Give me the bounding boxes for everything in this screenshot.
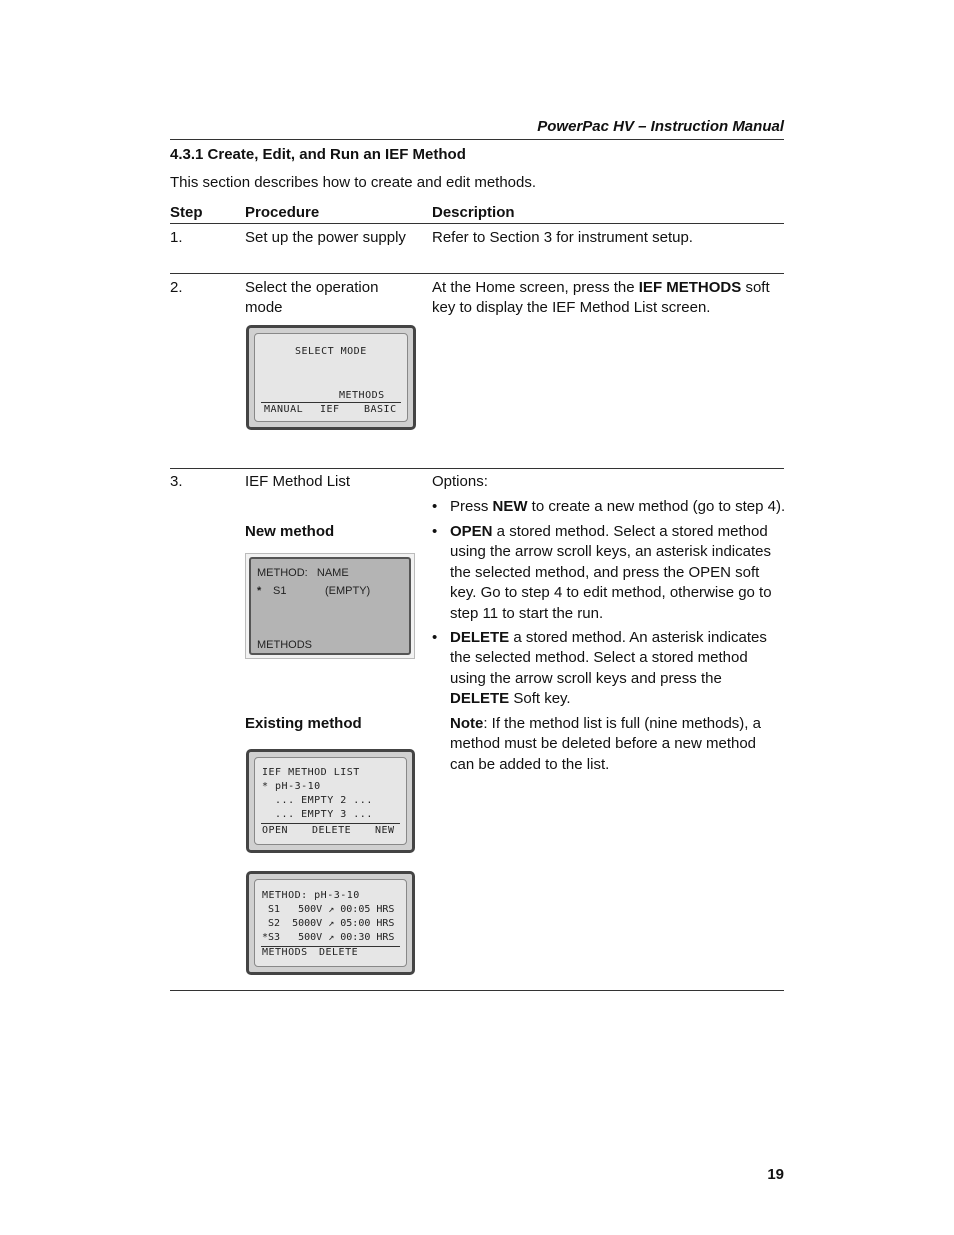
bullet-marker: • xyxy=(432,498,438,515)
row1-description: Refer to Section 3 for instrument setup. xyxy=(432,229,693,246)
softkey-new: NEW xyxy=(375,825,395,836)
row3-procedure: IEF Method List xyxy=(245,473,351,490)
lcd-methods-footer: METHODS xyxy=(257,639,312,651)
row1-step: 1. xyxy=(170,229,183,246)
section-intro: This section describes how to create and edit methods. xyxy=(170,174,537,191)
lcd-divider xyxy=(261,823,400,824)
method-detail-screen xyxy=(246,871,415,975)
new-method-label: New method xyxy=(245,523,335,540)
row2-rule xyxy=(170,468,784,469)
lcd-divider xyxy=(261,402,401,403)
row3-step: 3. xyxy=(170,473,183,490)
lcd-methods-label: METHODS xyxy=(339,390,385,401)
lcd-step-s1: S1 500V ↗ 00:05 HRS xyxy=(262,904,395,915)
lcd-step-s2: S2 5000V ↗ 05:00 HRS xyxy=(262,918,395,929)
lcd-list-line3: ... EMPTY 3 ... xyxy=(262,809,373,820)
row1-procedure: Set up the power supply xyxy=(245,229,406,246)
ief-method-list-screen xyxy=(246,749,415,853)
running-header: PowerPac HV – Instruction Manual xyxy=(537,118,784,135)
lcd-empty: (EMPTY) xyxy=(325,585,371,597)
softkey-methods: METHODS xyxy=(262,947,308,958)
softkey-ief: IEF xyxy=(320,404,340,415)
section-title: 4.3.1 Create, Edit, and Run an IEF Method xyxy=(170,146,466,163)
lcd-step-s3: *S3 500V ↗ 00:30 HRS xyxy=(262,932,395,943)
bullet-marker: • xyxy=(432,523,438,540)
lcd-title: SELECT MODE xyxy=(295,346,367,357)
softkey-delete: DELETE xyxy=(312,825,352,836)
options-label: Options: xyxy=(432,473,488,490)
page-number: 19 xyxy=(767,1166,784,1183)
row1-rule xyxy=(170,273,784,274)
softkey-manual: MANUAL xyxy=(264,404,304,415)
row2-description: At the Home screen, press the IEF METHODS soft key to display the IEF Method List screen. xyxy=(432,279,770,317)
bullet-new: Press NEW to create a new method (go to step 4). xyxy=(450,498,786,515)
lcd-method-title: METHOD: pH-3-10 xyxy=(262,890,360,901)
col-header-description: Description xyxy=(432,204,515,221)
row2-procedure: Select the operation mode xyxy=(245,279,379,317)
softkey-basic: BASIC xyxy=(364,404,397,415)
lcd-method-header: METHOD: NAME xyxy=(257,567,349,579)
bullet-delete: DELETE a stored method. An asterisk indicates the selected method. Select a stored method using the arrow scroll keys and press the DELETE Soft key. xyxy=(450,629,767,708)
table-bottom-rule xyxy=(170,990,784,991)
softkey-open: OPEN xyxy=(262,825,289,836)
row2-step: 2. xyxy=(170,279,183,296)
existing-method-label: Existing method xyxy=(245,715,362,732)
lcd-slot-s1: S1 xyxy=(273,585,287,597)
lcd-list-title: IEF METHOD LIST xyxy=(262,767,360,778)
table-header-rule xyxy=(170,223,784,224)
lcd-list-line2: ... EMPTY 2 ... xyxy=(262,795,373,806)
new-method-screen xyxy=(245,553,415,659)
header-rule xyxy=(170,139,784,140)
softkey-delete: DELETE xyxy=(319,947,359,958)
select-mode-screen xyxy=(246,325,416,430)
bullet-open: OPEN a stored method. Select a stored method using the arrow scroll keys, an asterisk indicates the selected method, and press the OPEN soft key. Go to step 4 to edit method, otherwise go to step 11 to start the run. xyxy=(450,523,772,622)
note: Note: If the method list is full (nine methods), a method must be deleted before a new method can be added to the list. xyxy=(450,715,761,773)
lcd-asterisk: * xyxy=(257,585,262,597)
bullet-marker: • xyxy=(432,629,438,646)
lcd-list-line1: * pH-3-10 xyxy=(262,781,321,792)
col-header-step: Step xyxy=(170,204,203,221)
col-header-procedure: Procedure xyxy=(245,204,320,221)
